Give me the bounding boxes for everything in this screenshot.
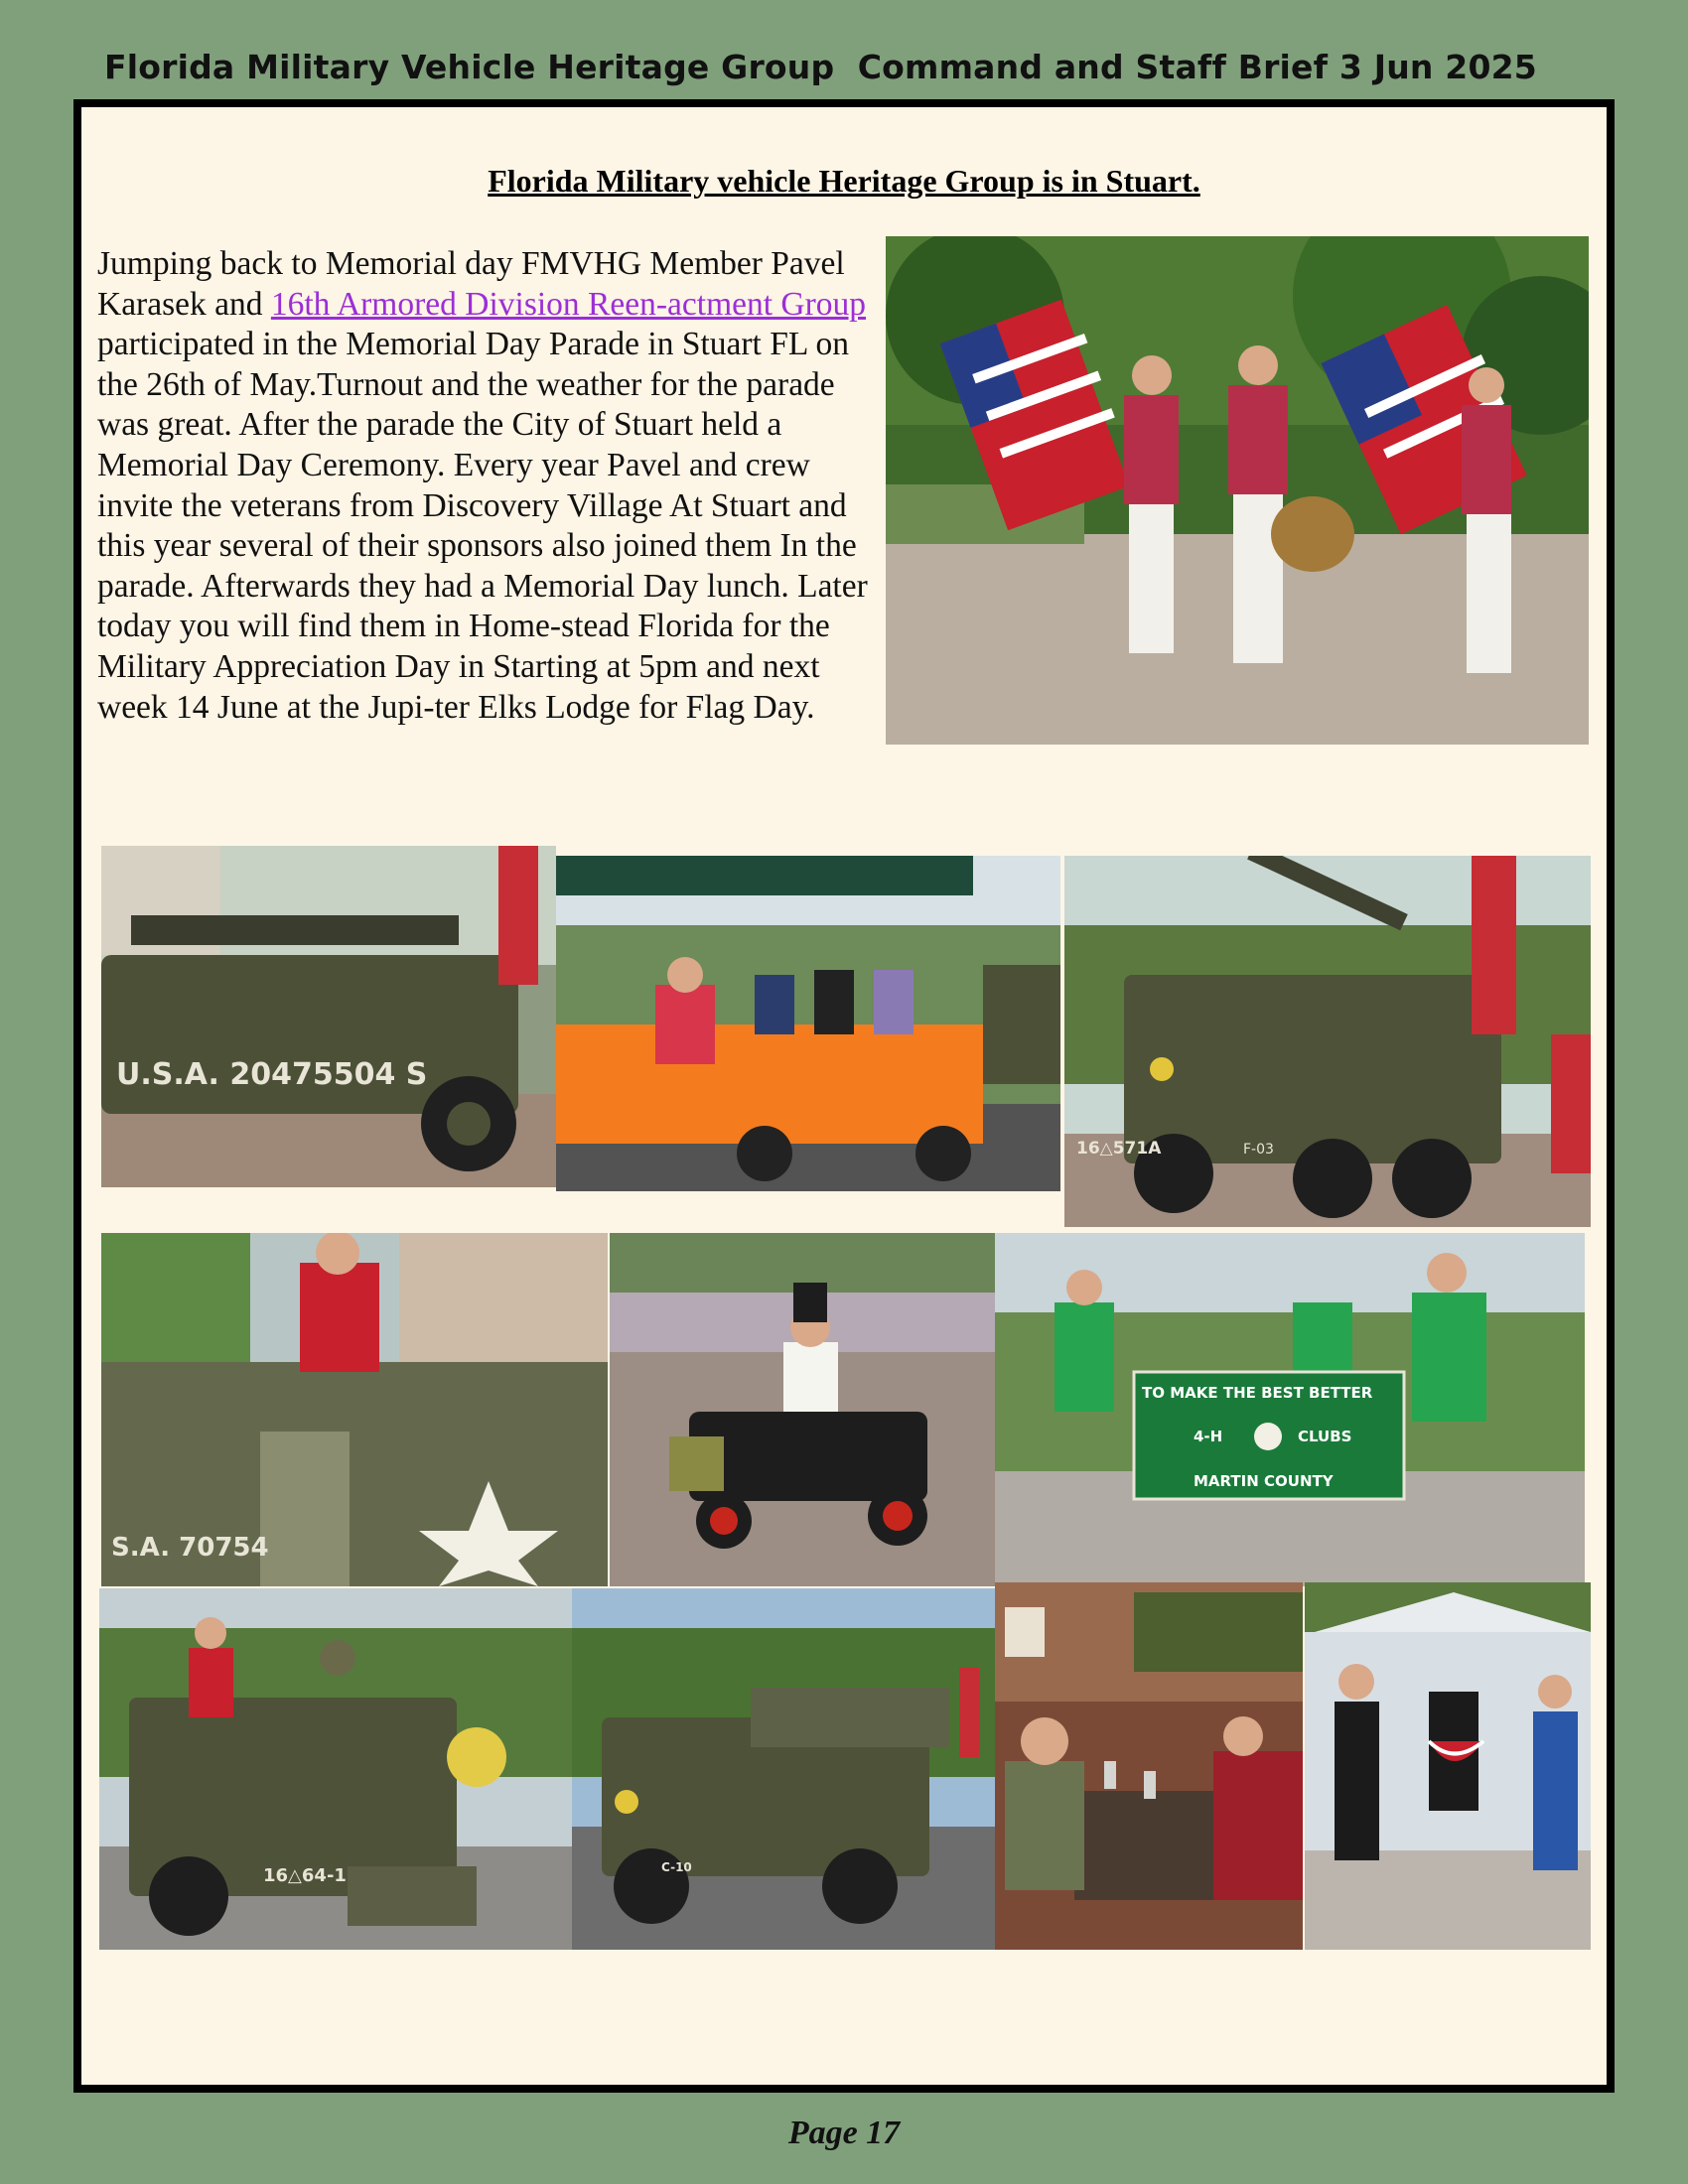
jeep-photo <box>101 846 556 1187</box>
halftrack-street-photo <box>99 1588 572 1950</box>
article-body-part2: participated in the Memorial Day Parade in Stuart FL on the 26th of May.Turnout and the weather for the parade was great. After the parade the City of Stuart held a Memorial Day Ceremony. Every year Pavel and crew invite the veterans from Discovery Village At Stuart and this year several of their sponsors also joined them In the parade. Afterwards they had a Memorial Day lunch. Later today you will find them in Home-stead Florida for the Military Appreciation Day in Starting at 5pm and next week 14 June at the Jupi-ter Elks Lodge for Flag Day. <box>97 326 868 726</box>
truck-markings: 16△571A <box>1076 1139 1162 1159</box>
halftrack-markings: S.A. 70754 <box>111 1533 269 1563</box>
memorial-lunch-photo <box>995 1582 1303 1950</box>
dodge-truck-photo <box>572 1588 995 1950</box>
halftrack2-markings: 16△64-1 <box>263 1865 347 1886</box>
4h-clubs-photo <box>995 1233 1585 1586</box>
parade-flags-photo <box>886 236 1589 745</box>
banner-line1: TO MAKE THE BEST BETTER <box>1142 1384 1373 1402</box>
reenactment-group-link[interactable]: 16th Armored Division Reen-actment Group <box>270 285 867 323</box>
banner-line3: CLUBS <box>1298 1428 1352 1445</box>
page-number: Page 17 <box>787 2115 901 2151</box>
model-t-photo <box>610 1233 995 1586</box>
article-body-part1: Jumping back to Memorial day FMVHG Member Pavel Karasek and <box>97 245 845 323</box>
article-title: Florida Military vehicle Heritage Group is in Stuart. <box>488 163 1200 199</box>
jeep-markings: U.S.A. 20475504 S <box>116 1057 428 1092</box>
dodge-markings: C-10 <box>661 1860 692 1874</box>
page-header-title: Florida Military Vehicle Heritage Group Command and Staff Brief 3 Jun 2025 <box>104 48 1537 86</box>
article-body <box>97 244 892 728</box>
banner-line4: MARTIN COUNTY <box>1194 1472 1334 1490</box>
banner-line2: 4-H <box>1194 1428 1223 1445</box>
memorial-ceremony-photo <box>1305 1582 1591 1950</box>
truck-tag: F-03 <box>1243 1142 1274 1158</box>
tram-photo <box>556 856 1060 1191</box>
gun-truck-photo <box>1064 856 1591 1227</box>
halftrack-gunner-photo <box>101 1233 608 1586</box>
